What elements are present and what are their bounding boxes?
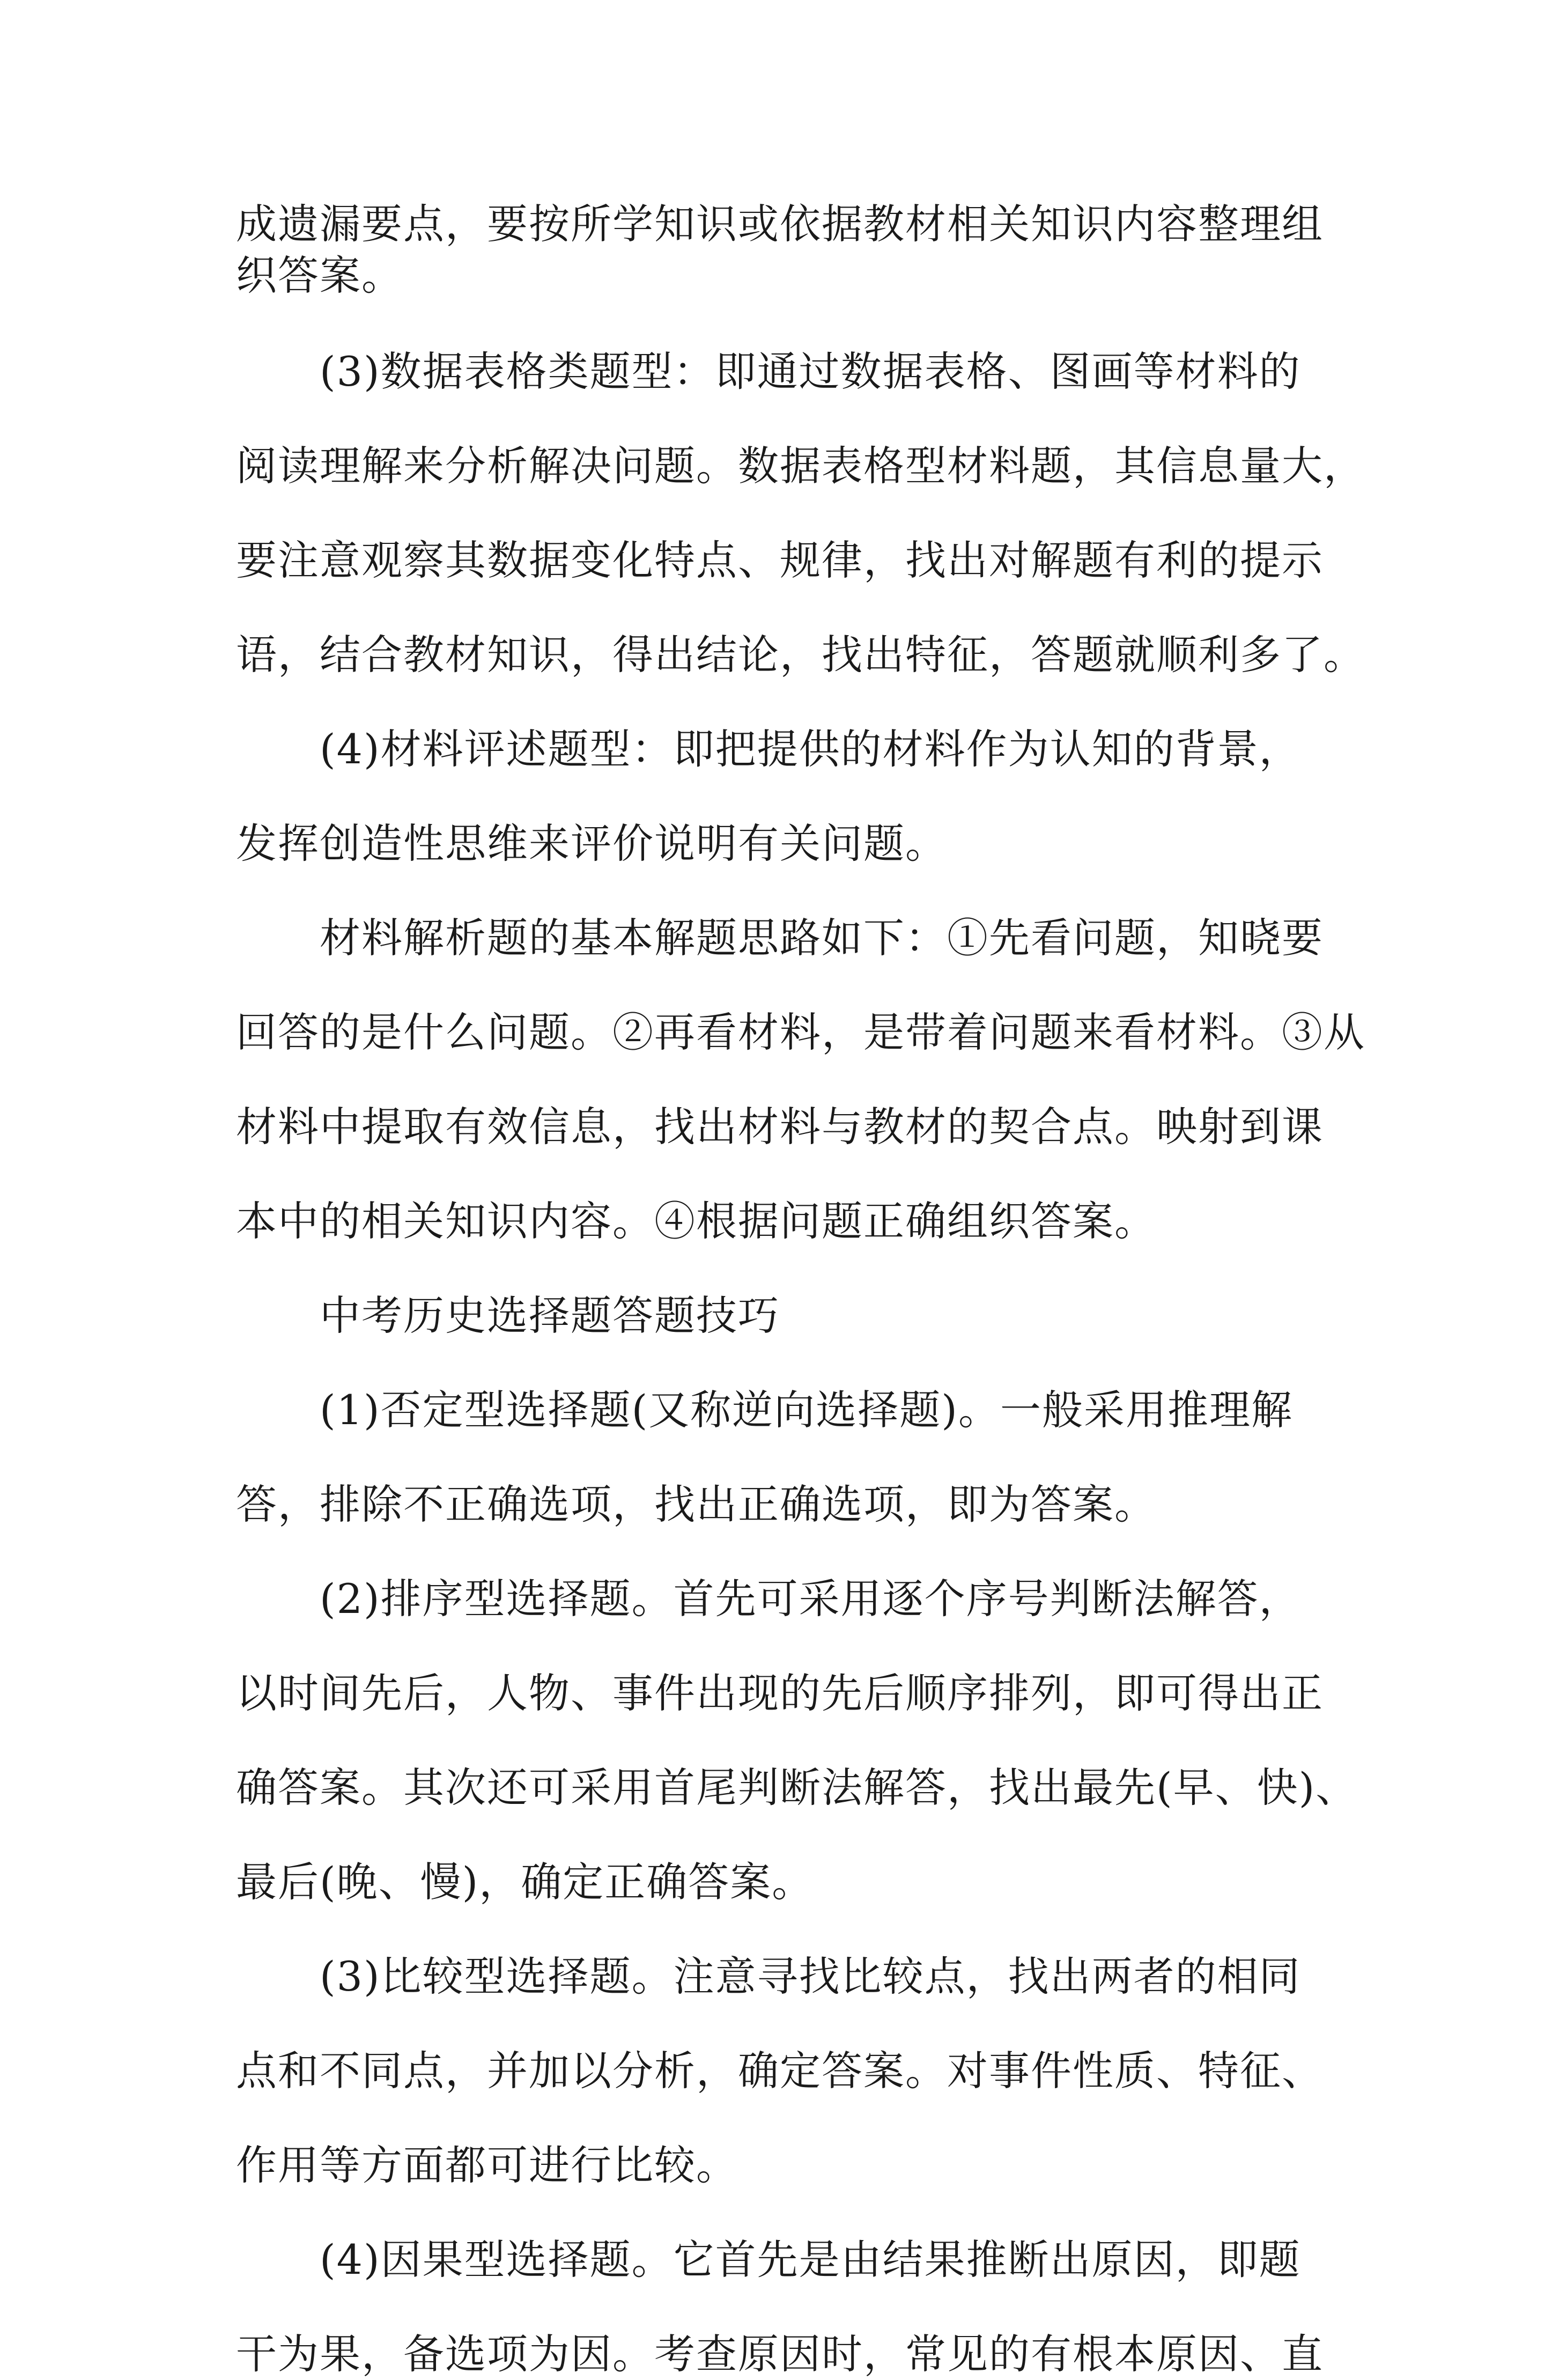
text-line: 织答案。	[236, 252, 403, 299]
paragraph-start-line: (4)因果型选择题。它首先是由结果推断出原因，即题	[320, 2236, 1301, 2283]
text-line: 答，排除不正确选项，找出正确选项，即为答案。	[236, 1480, 1156, 1528]
text-line: 干为果，备选项为因。考查原因时，常见的有根本原因、直	[236, 2330, 1324, 2378]
text-line: 发挥创造性思维来评价说明有关问题。	[236, 820, 947, 867]
text-line: 最后(晚、慢)，确定正确答案。	[236, 1858, 814, 1906]
text-line: 成遗漏要点，要按所学知识或依据教材相关知识内容整理组	[236, 200, 1324, 248]
paragraph-start-line: (1)否定型选择题(又称逆向选择题)。一般采用推理解	[320, 1386, 1293, 1434]
section-heading: 中考历史选择题答题技巧	[320, 1292, 780, 1339]
text-line: 要注意观察其数据变化特点、规律，找出对解题有利的提示	[236, 536, 1324, 584]
text-line: 语，结合教材知识，得出结论，找出特征，答题就顺利多了。	[236, 631, 1365, 679]
text-line: 作用等方面都可进行比较。	[236, 2141, 738, 2189]
paragraph-start-line: (2)排序型选择题。首先可采用逐个序号判断法解答，	[320, 1575, 1301, 1623]
text-line: 以时间先后，人物、事件出现的先后顺序排列，即可得出正	[236, 1669, 1324, 1717]
paragraph-start-line: (3)比较型选择题。注意寻找比较点，找出两者的相同	[320, 1952, 1301, 2000]
paragraph-start-line: 材料解析题的基本解题思路如下：①先看问题，知晓要	[320, 914, 1324, 962]
text-line: 本中的相关知识内容。④根据问题正确组织答案。	[236, 1197, 1156, 1245]
document-body	[236, 198, 1378, 2380]
text-line: 确答案。其次还可采用首尾判断法解答，找出最先(早、快)、	[236, 1764, 1358, 1811]
text-line: 点和不同点，并加以分析，确定答案。对事件性质、特征、	[236, 2047, 1324, 2095]
text-line: 阅读理解来分析解决问题。数据表格型材料题，其信息量大，	[236, 442, 1365, 490]
paragraph-start-line: (4)材料评述题型：即把提供的材料作为认知的背景，	[320, 725, 1301, 773]
paragraph-start-line: (3)数据表格类题型：即通过数据表格、图画等材料的	[320, 348, 1301, 395]
text-line: 材料中提取有效信息，找出材料与教材的契合点。映射到课	[236, 1103, 1324, 1151]
text-line: 回答的是什么问题。②再看材料，是带着问题来看材料。③从	[236, 1008, 1365, 1056]
